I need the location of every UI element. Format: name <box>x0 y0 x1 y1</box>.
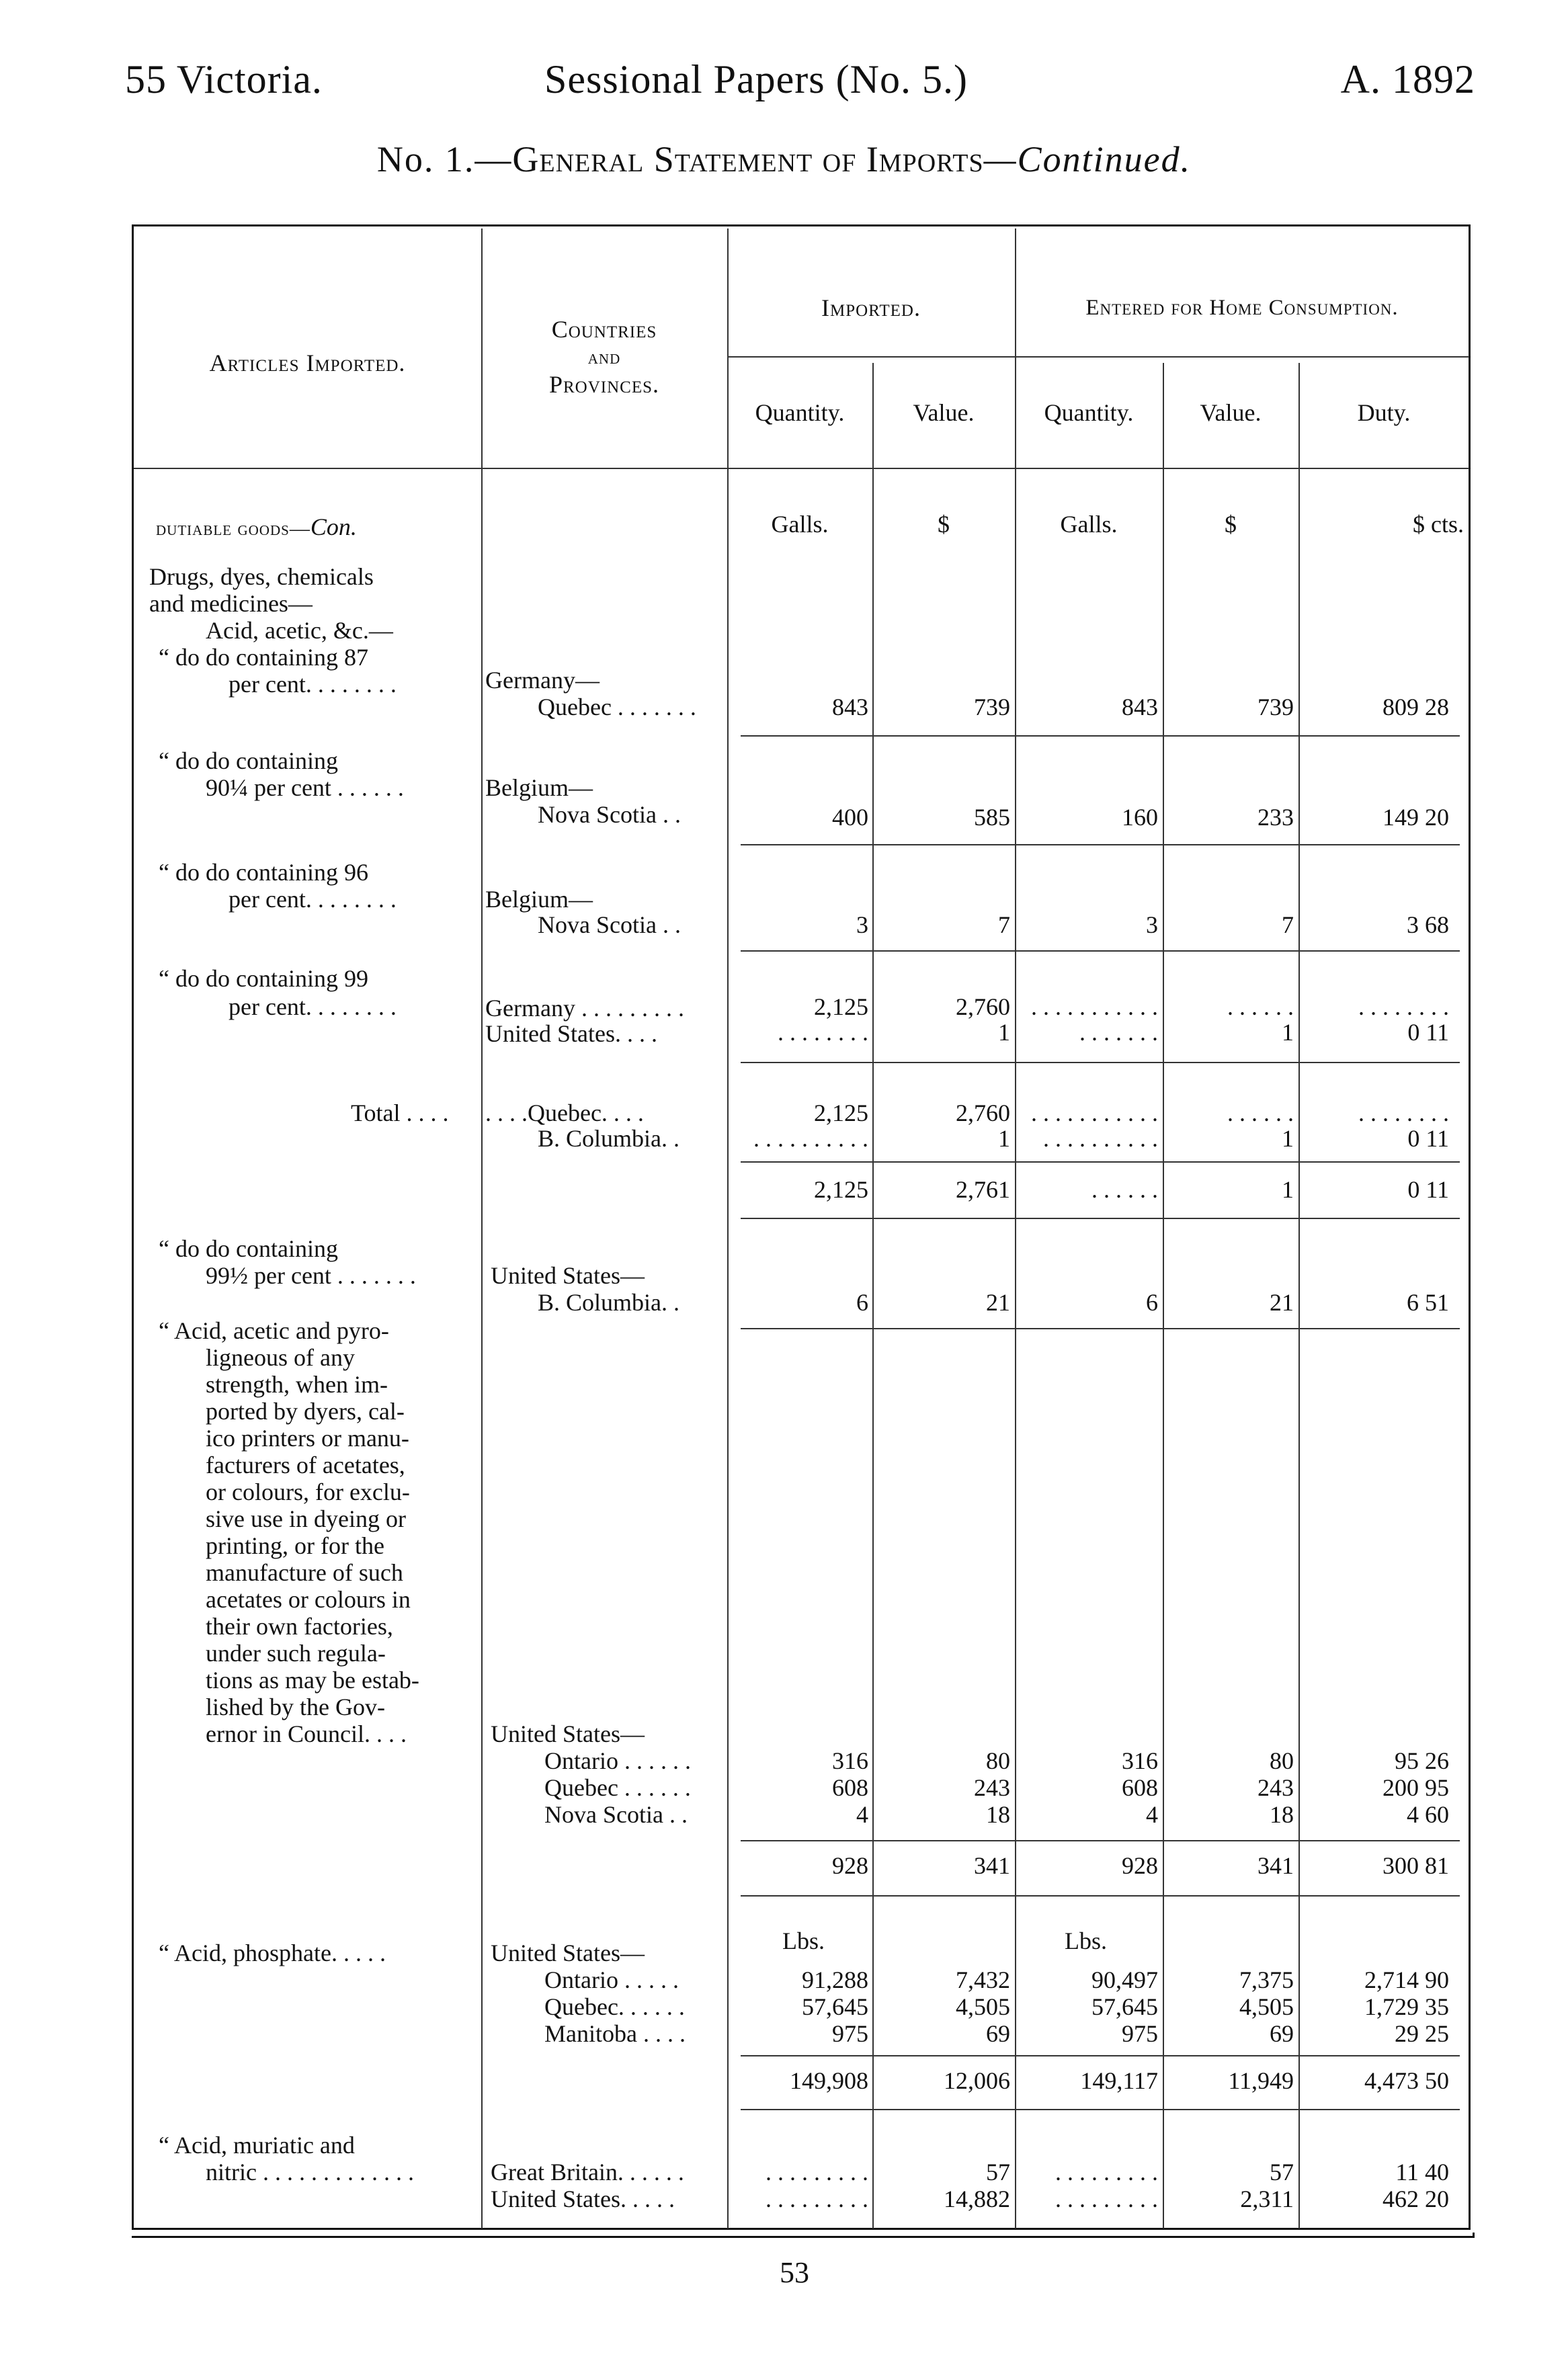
total-sum-ent-qty: . . . . . . <box>1091 1176 1158 1203</box>
row4-article-a: “ do do containing 99 <box>159 965 368 992</box>
row5-province: B. Columbia. . <box>538 1289 680 1316</box>
row6-article-line: ico printers or manu- <box>206 1425 409 1452</box>
unit-val-2: $ <box>1225 511 1237 538</box>
total-sum-ent-val: 1 <box>1282 1176 1294 1203</box>
row6-ont-ent-qty: 316 <box>1122 1747 1158 1774</box>
col-head-duty: Duty. <box>1357 399 1411 426</box>
running-head-papers: Sessional Papers (No. 5.) <box>544 57 968 101</box>
row3-rule <box>741 950 1460 952</box>
row1-ent-qty: 843 <box>1122 694 1158 720</box>
total-bc: B. Columbia. . <box>538 1125 680 1152</box>
row6-ns-ent-qty: 4 <box>1146 1801 1158 1828</box>
total-b-duty: 0 11 <box>1407 1125 1449 1152</box>
row7-sum-rule <box>741 2109 1460 2110</box>
unit-val: $ <box>938 511 950 538</box>
total-sum-imp-qty: 2,125 <box>814 1176 868 1203</box>
row6-ontario: Ontario . . . . . . <box>544 1747 691 1774</box>
row6-article-line: or colours, for exclu- <box>206 1479 410 1505</box>
page-number: 53 <box>780 2256 809 2289</box>
row8-us-ent-val: 2,311 <box>1240 2185 1294 2212</box>
table-double-rule <box>132 2233 1475 2238</box>
header-group-rule <box>727 356 1469 358</box>
row2-article-a: “ do do containing <box>159 747 338 774</box>
row7-article: “ Acid, phosphate. . . . . <box>159 1940 386 1966</box>
row7-que-imp-qty: 57,645 <box>802 1993 868 2020</box>
statement-title <box>0 138 1568 180</box>
drugs-heading-3: Acid, acetic, &c.— <box>206 617 393 644</box>
row6-sum-ent-qty: 928 <box>1122 1852 1158 1879</box>
row4b-ent-qty: . . . . . . . <box>1079 1019 1158 1046</box>
col-rule-articles <box>481 228 483 2229</box>
total-b-imp-val: 1 <box>998 1125 1010 1152</box>
row1-province: Quebec . . . . . . . <box>538 694 696 720</box>
row8-gb-imp-qty: . . . . . . . . . <box>766 2159 868 2185</box>
row5-ent-val: 21 <box>1270 1289 1294 1316</box>
row7-sum-ent-qty: 149,117 <box>1080 2067 1158 2094</box>
row7-ont-imp-val: 7,432 <box>956 1966 1010 1993</box>
row6-quebec: Quebec . . . . . . <box>544 1774 691 1801</box>
row6-que-ent-val: 243 <box>1257 1774 1294 1801</box>
drugs-heading-2: and medicines— <box>149 590 313 617</box>
row2-imp-val: 585 <box>974 804 1010 831</box>
row8-us-imp-val: 14,882 <box>944 2185 1010 2212</box>
row7-man-ent-qty: 975 <box>1122 2020 1158 2047</box>
total-b-imp-qty: . . . . . . . . . . <box>753 1125 868 1152</box>
row2-article-b: 90¼ per cent . . . . . . <box>206 774 404 801</box>
row6-article-line: ported by dyers, cal- <box>206 1398 405 1425</box>
unit-duty: $ cts. <box>1413 511 1464 538</box>
col-head-countries-1: Countries <box>551 316 657 343</box>
row7-ont-duty: 2,714 90 <box>1364 1966 1449 1993</box>
unit-qty-2: Galls. <box>1060 511 1118 538</box>
row4b-ent-val: 1 <box>1282 1019 1294 1046</box>
row5-ent-qty: 6 <box>1146 1289 1158 1316</box>
row4a-ent-qty: . . . . . . . . . . . <box>1031 993 1158 1020</box>
row6-article-line: lished by the Gov- <box>206 1694 385 1720</box>
row3-ent-val: 7 <box>1282 911 1294 938</box>
row7-sum-imp-qty: 149,908 <box>790 2067 868 2094</box>
col-head-countries-3: Provinces. <box>548 371 660 398</box>
row2-rule <box>741 844 1460 845</box>
row1-rule <box>741 735 1460 737</box>
row6-que-imp-val: 243 <box>974 1774 1010 1801</box>
row7-rule <box>741 2055 1460 2056</box>
row6-sum-imp-val: 341 <box>974 1852 1010 1879</box>
row7-man-imp-qty: 975 <box>832 2020 868 2047</box>
row2-ent-val: 233 <box>1257 804 1294 831</box>
row4-country-us: United States. . . . <box>485 1020 657 1047</box>
col-head-value: Value. <box>913 399 975 426</box>
row4-country-germany: Germany . . . . . . . . . <box>485 995 684 1022</box>
row4b-duty: 0 11 <box>1407 1019 1449 1046</box>
row7-que-ent-val: 4,505 <box>1239 1993 1294 2020</box>
row2-province: Nova Scotia . . <box>538 801 681 828</box>
row6-sum-imp-qty: 928 <box>832 1852 868 1879</box>
total-label: Total . . . . <box>351 1099 449 1126</box>
row1-imp-val: 739 <box>974 694 1010 720</box>
row8-article-a: “ Acid, muriatic and <box>159 2132 355 2159</box>
total-a-imp-val: 2,760 <box>956 1099 1010 1126</box>
col-rule-ent-qty <box>1163 363 1164 2229</box>
total-a-ent-val: . . . . . . <box>1227 1099 1294 1126</box>
row6-article-line: sive use in dyeing or <box>206 1505 406 1532</box>
row7-sum-imp-val: 12,006 <box>944 2067 1010 2094</box>
total-sum-duty: 0 11 <box>1407 1176 1449 1203</box>
row4b-imp-qty: . . . . . . . . <box>778 1019 868 1046</box>
row6-sum-duty: 300 81 <box>1383 1852 1449 1879</box>
row5-duty: 6 51 <box>1407 1289 1449 1316</box>
total-sum-imp-val: 2,761 <box>956 1176 1010 1203</box>
row6-article-line: their own factories, <box>206 1613 393 1640</box>
row6-sum-ent-val: 341 <box>1257 1852 1294 1879</box>
col-head-countries-2: and <box>587 346 621 368</box>
total-a-duty: . . . . . . . . <box>1358 1099 1449 1126</box>
col-head-articles: Articles Imported. <box>209 349 406 376</box>
row7-que-ent-qty: 57,645 <box>1091 1993 1158 2020</box>
row4-rule <box>741 1062 1460 1063</box>
row8-gb-ent-val: 57 <box>1270 2159 1294 2185</box>
row7-unit-lbs: Lbs. <box>782 1927 825 1954</box>
row4a-duty: . . . . . . . . <box>1358 993 1449 1020</box>
row6-article-line: manufacture of such <box>206 1559 403 1586</box>
row4a-imp-qty: 2,125 <box>814 993 868 1020</box>
row7-man-imp-val: 69 <box>986 2020 1010 2047</box>
row1-country: Germany— <box>485 667 600 694</box>
total-b-ent-val: 1 <box>1282 1125 1294 1152</box>
col-head-value-2: Value. <box>1200 399 1262 426</box>
total-a-imp-qty: 2,125 <box>814 1099 868 1126</box>
row3-ent-qty: 3 <box>1146 911 1158 938</box>
row3-imp-qty: 3 <box>856 911 868 938</box>
row1-duty: 809 28 <box>1383 694 1449 720</box>
row6-rule <box>741 1840 1460 1841</box>
row7-que-imp-val: 4,505 <box>956 1993 1010 2020</box>
row8-article-b: nitric . . . . . . . . . . . . . <box>206 2159 414 2185</box>
row7-man-ent-val: 69 <box>1270 2020 1294 2047</box>
row5-imp-qty: 6 <box>856 1289 868 1316</box>
row6-ont-ent-val: 80 <box>1270 1747 1294 1774</box>
row4a-ent-val: . . . . . . <box>1227 993 1294 1020</box>
row8-united-states: United States. . . . . <box>491 2185 675 2212</box>
row1-article-a: “ do do containing 87 <box>159 644 368 671</box>
row7-ontario: Ontario . . . . . <box>544 1966 679 1993</box>
row7-manitoba: Manitoba . . . . <box>544 2020 686 2047</box>
col-rule-ent-val <box>1298 363 1300 2229</box>
row1-article-b: per cent. . . . . . . . <box>229 671 397 698</box>
row6-ns-imp-qty: 4 <box>856 1801 868 1828</box>
row8-gb-ent-qty: . . . . . . . . . <box>1055 2159 1158 2185</box>
row5-article-b: 99½ per cent . . . . . . . <box>206 1262 416 1289</box>
row7-ont-imp-qty: 91,288 <box>802 1966 868 1993</box>
row6-article-line: under such regula- <box>206 1640 386 1667</box>
row7-que-duty: 1,729 35 <box>1364 1993 1449 2020</box>
col-head-quantity: Quantity. <box>755 399 845 426</box>
row6-article-line: facturers of acetates, <box>206 1452 405 1479</box>
row4a-imp-val: 2,760 <box>956 993 1010 1020</box>
row3-imp-val: 7 <box>998 911 1010 938</box>
drugs-heading-1: Drugs, dyes, chemicals <box>149 563 374 590</box>
row6-que-duty: 200 95 <box>1383 1774 1449 1801</box>
row3-article-a: “ do do containing 96 <box>159 859 368 886</box>
running-head-year: A. 1892 <box>1340 57 1475 101</box>
row7-country: United States— <box>491 1940 645 1966</box>
row1-ent-val: 739 <box>1257 694 1294 720</box>
title-prefix: No. 1.— <box>376 139 513 179</box>
row6-article-line: printing, or for the <box>206 1532 384 1559</box>
row6-sum-rule <box>741 1895 1460 1897</box>
row2-imp-qty: 400 <box>832 804 868 831</box>
col-head-entered: Entered for Home Consumption. <box>1085 296 1399 320</box>
row8-great-britain: Great Britain. . . . . . <box>491 2159 684 2185</box>
row2-country: Belgium— <box>485 774 593 801</box>
row6-article-line: ernor in Council. . . . <box>206 1720 407 1747</box>
row6-ns-imp-val: 18 <box>986 1801 1010 1828</box>
row8-us-imp-qty: . . . . . . . . . <box>766 2185 868 2212</box>
row5-article-a: “ do do containing <box>159 1235 338 1262</box>
row6-ont-imp-val: 80 <box>986 1747 1010 1774</box>
running-head-session: 55 Victoria. <box>125 57 323 101</box>
section-name: dutiable goods— <box>156 517 311 540</box>
total-rule <box>741 1161 1460 1163</box>
title-main: General Statement of Imports <box>512 139 984 179</box>
col-head-imported: Imported. <box>821 294 921 321</box>
row6-ont-imp-qty: 316 <box>832 1747 868 1774</box>
row2-duty: 149 20 <box>1383 804 1449 831</box>
row5-rule <box>741 1328 1460 1329</box>
total-a-ent-qty: . . . . . . . . . . . <box>1031 1099 1158 1126</box>
row7-sum-duty: 4,473 50 <box>1364 2067 1449 2094</box>
total-sum-rule <box>741 1218 1460 1219</box>
col-rule-imp-qty <box>872 363 874 2229</box>
row8-gb-imp-val: 57 <box>986 2159 1010 2185</box>
row6-ns-duty: 4 60 <box>1407 1801 1449 1828</box>
header-bottom-rule <box>134 468 1469 469</box>
row7-sum-ent-val: 11,949 <box>1228 2067 1294 2094</box>
section-label <box>156 513 357 542</box>
row7-quebec: Quebec. . . . . . <box>544 1993 685 2020</box>
row4b-imp-val: 1 <box>998 1019 1010 1046</box>
row5-imp-val: 21 <box>986 1289 1010 1316</box>
total-b-ent-qty: . . . . . . . . . . <box>1043 1125 1158 1152</box>
row6-que-ent-qty: 608 <box>1122 1774 1158 1801</box>
row7-man-duty: 29 25 <box>1395 2020 1449 2047</box>
col-head-quantity-2: Quantity. <box>1044 399 1134 426</box>
row8-us-ent-qty: . . . . . . . . . <box>1055 2185 1158 2212</box>
row6-ns-ent-val: 18 <box>1270 1801 1294 1828</box>
row7-unit-lbs-2: Lbs. <box>1065 1927 1107 1954</box>
row6-article-line: acetates or colours in <box>206 1586 411 1613</box>
row6-nova-scotia: Nova Scotia . . <box>544 1801 688 1828</box>
row7-ont-ent-qty: 90,497 <box>1091 1966 1158 1993</box>
row8-us-duty: 462 20 <box>1383 2185 1449 2212</box>
row4-article-b: per cent. . . . . . . . <box>229 993 397 1020</box>
row5-country: United States— <box>491 1262 645 1289</box>
row6-article-line: ligneous of any <box>206 1344 355 1371</box>
title-suffix: —Continued. <box>983 139 1192 179</box>
row2-ent-qty: 160 <box>1122 804 1158 831</box>
row6-que-imp-qty: 608 <box>832 1774 868 1801</box>
row7-ont-ent-val: 7,375 <box>1239 1966 1294 1993</box>
row3-article-b: per cent. . . . . . . . <box>229 886 397 913</box>
unit-qty: Galls. <box>771 511 829 538</box>
row6-article-line: tions as may be estab- <box>206 1667 419 1694</box>
row1-imp-qty: 843 <box>832 694 868 720</box>
row3-province: Nova Scotia . . <box>538 911 681 938</box>
row6-article-line: “ Acid, acetic and pyro- <box>159 1317 389 1344</box>
section-continued: Con. <box>310 513 357 540</box>
row6-country: United States— <box>491 1720 645 1747</box>
total-quebec: . . . .Quebec. . . . <box>485 1099 644 1126</box>
row3-duty: 3 68 <box>1407 911 1449 938</box>
row6-article-line: strength, when im- <box>206 1371 388 1398</box>
row3-country: Belgium— <box>485 886 593 913</box>
row6-ont-duty: 95 26 <box>1395 1747 1449 1774</box>
row8-gb-duty: 11 40 <box>1395 2159 1449 2185</box>
